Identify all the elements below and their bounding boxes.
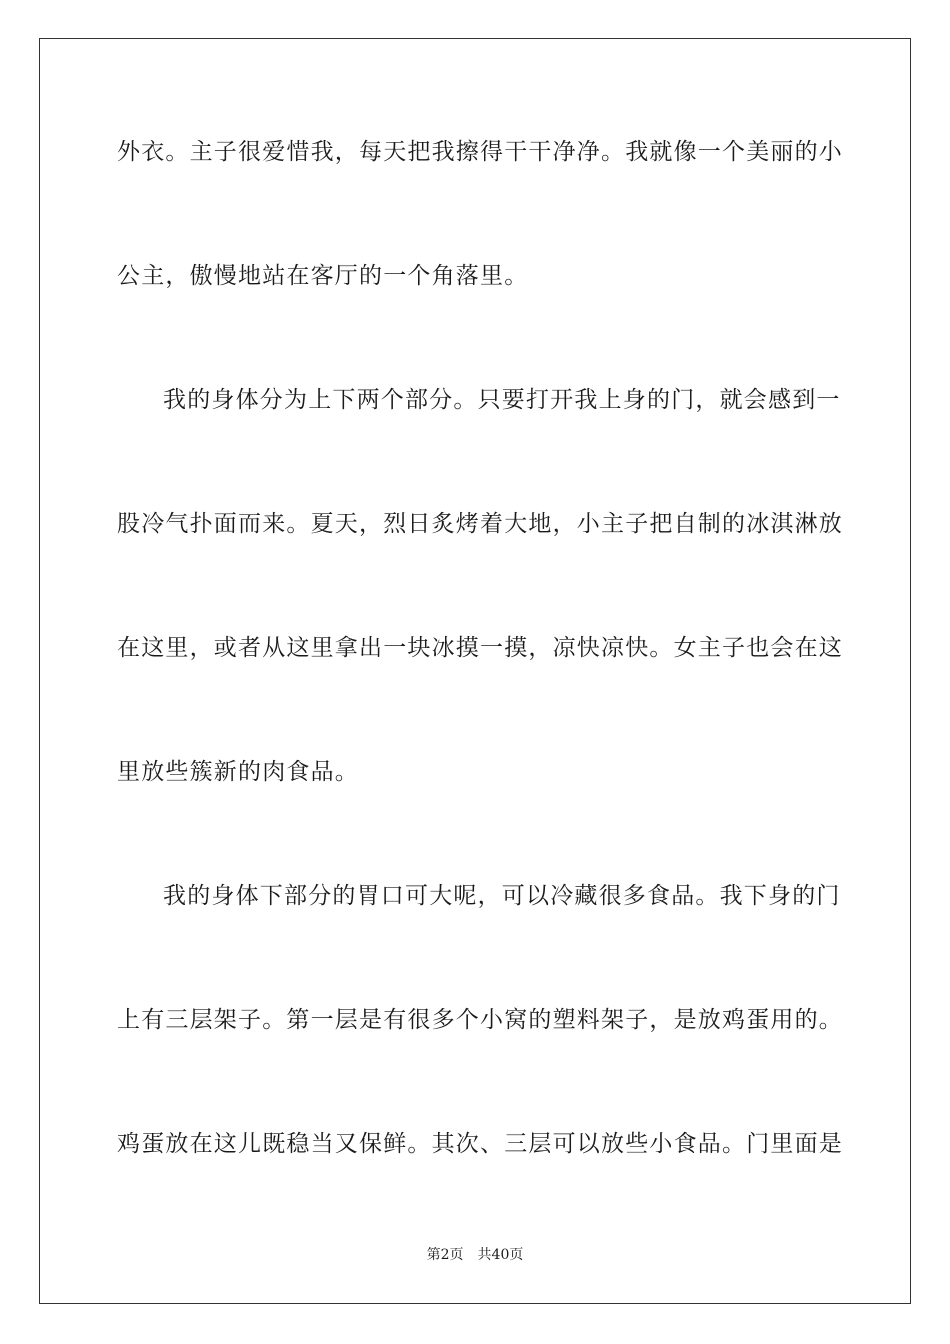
text-line: 公主，傲慢地站在客厅的一个角落里。	[117, 263, 529, 289]
page-number: 第2页	[426, 1247, 464, 1263]
page-footer	[0, 1246, 950, 1264]
paragraph-first-line: 我的身体下部分的胃口可大呢，可以冷藏很多食品。我下身的门	[163, 883, 841, 909]
text-line: 鸡蛋放在这儿既稳当又保鲜。其次、三层可以放些小食品。门里面是	[117, 1131, 843, 1157]
page-frame	[39, 38, 911, 1304]
text-line: 里放些簇新的肉食品。	[117, 759, 359, 785]
text-line: 在这里，或者从这里拿出一块冰摸一摸，凉快凉快。女主子也会在这	[117, 635, 843, 661]
page-total: 共40页	[477, 1247, 524, 1263]
paragraph-first-line: 我的身体分为上下两个部分。只要打开我上身的门，就会感到一	[163, 387, 841, 413]
text-line: 股冷气扑面而来。夏天，烈日炙烤着大地，小主子把自制的冰淇淋放	[117, 511, 843, 537]
text-line: 上有三层架子。第一层是有很多个小窝的塑料架子，是放鸡蛋用的。	[117, 1007, 843, 1033]
text-line: 外衣。主子很爱惜我，每天把我擦得干干净净。我就像一个美丽的小	[117, 139, 843, 165]
